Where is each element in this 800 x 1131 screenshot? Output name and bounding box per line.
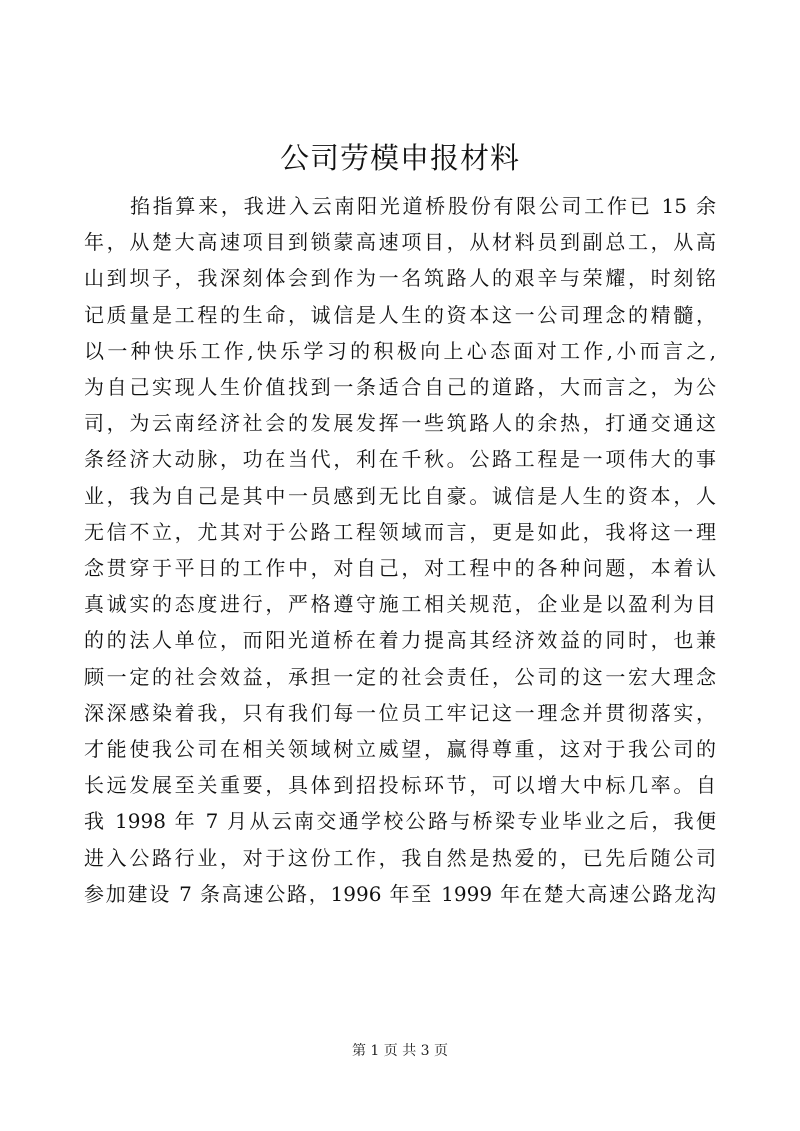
document-body	[84, 188, 716, 912]
body-line: 无信不立，尤其对于公路工程领域而言，更是如此，我将这一理	[84, 519, 716, 544]
body-line: 参加建设 7 条高速公路，1996 年至 1999 年在楚大高速公路龙沟	[84, 881, 716, 906]
body-line: 我 1998 年 7 月从云南交通学校公路与桥梁专业毕业之后，我便	[84, 809, 716, 834]
body-line: 业，我为自己是其中一员感到无比自豪。诚信是人生的资本，人	[84, 483, 716, 508]
body-line: 顾一定的社会效益，承担一定的社会责任，公司的这一宏大理念	[84, 664, 716, 689]
body-line: 年，从楚大高速项目到锁蒙高速项目，从材料员到副总工，从高	[84, 230, 716, 255]
body-line: 司，为云南经济社会的发展发挥一些筑路人的余热，打通交通这	[84, 411, 716, 436]
document-title: 公司劳模申报材料	[279, 141, 520, 175]
body-line: 长远发展至关重要，具体到招投标环节，可以增大中标几率。自	[84, 773, 716, 798]
body-line: 才能使我公司在相关领域树立威望，赢得尊重，这对于我公司的	[84, 737, 716, 762]
body-line: 真诚实的态度进行，严格遵守施工相关规范，企业是以盈利为目	[84, 592, 716, 617]
body-line: 山到坝子，我深刻体会到作为一名筑路人的艰辛与荣耀，时刻铭	[84, 266, 716, 291]
page-number-footer: 第 1 页 共 3 页	[351, 1043, 449, 1059]
body-line: 为自己实现人生价值找到一条适合自己的道路，大而言之，为公	[84, 375, 716, 400]
body-line: 掐指算来，我进入云南阳光道桥股份有限公司工作已 15 余	[130, 194, 716, 218]
body-line: 条经济大动脉，功在当代，利在千秋。公路工程是一项伟大的事	[84, 447, 716, 472]
body-line: 深深感染着我，只有我们每一位员工牢记这一理念并贯彻落实，	[84, 700, 716, 725]
body-line: 的的法人单位，而阳光道桥在着力提高其经济效益的同时，也兼	[84, 628, 716, 653]
body-line: 以一种快乐工作,快乐学习的积极向上心态面对工作,小而言之,	[84, 338, 716, 363]
body-line: 进入公路行业，对于这份工作，我自然是热爱的，已先后随公司	[84, 845, 716, 870]
body-line: 记质量是工程的生命，诚信是人生的资本这一公司理念的精髓，	[84, 302, 716, 327]
body-line: 念贯穿于平日的工作中，对自己，对工程中的各种问题，本着认	[84, 556, 716, 581]
